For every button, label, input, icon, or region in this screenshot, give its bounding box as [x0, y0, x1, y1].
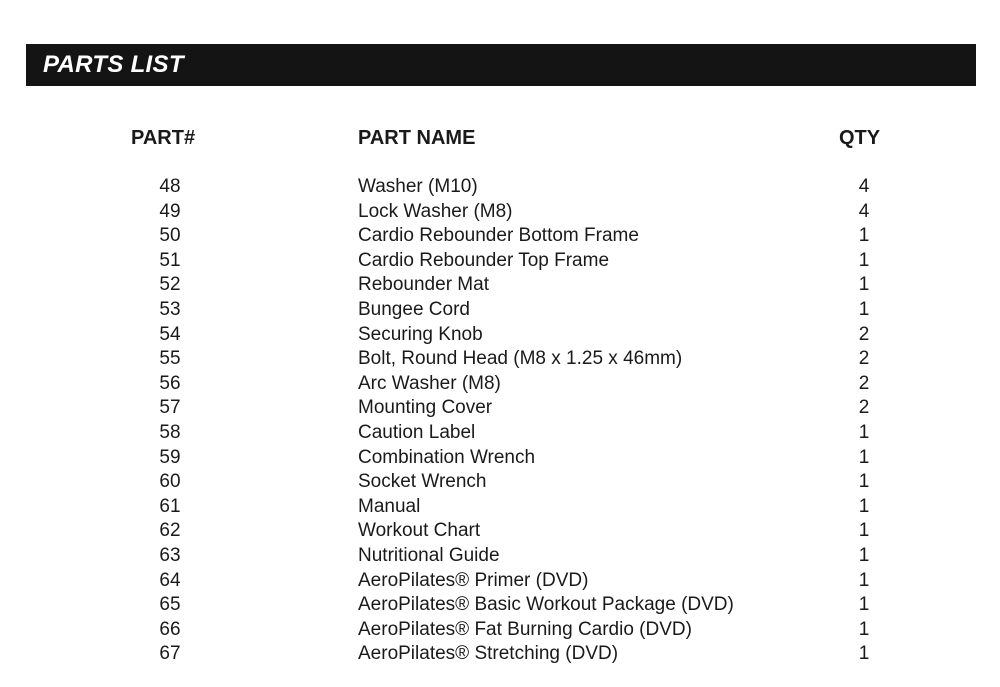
part-quantity: 1: [858, 569, 870, 591]
table-row: [0, 519, 1000, 544]
part-name: Bungee Cord: [358, 298, 470, 320]
part-name: Washer (M10): [358, 176, 478, 197]
part-number: 57: [159, 397, 181, 419]
part-name: Combination Wrench: [358, 446, 536, 468]
part-number: 65: [159, 594, 181, 616]
part-quantity: 1: [858, 618, 870, 640]
part-name: AeroPilates® Fat Burning Cardio (DVD): [358, 618, 692, 640]
part-number: 59: [159, 446, 181, 468]
part-name: Cardio Rebounder Bottom Frame: [358, 225, 639, 247]
table-row: [0, 372, 1000, 397]
part-number: 55: [159, 348, 181, 370]
part-quantity: 1: [858, 446, 870, 468]
part-quantity: 2: [858, 323, 870, 345]
part-name: Arc Washer (M8): [358, 372, 501, 394]
part-number: 60: [159, 471, 181, 493]
table-row: [0, 446, 1000, 471]
table-row: [0, 421, 1000, 446]
part-quantity: 1: [858, 594, 870, 616]
part-quantity: 1: [858, 471, 870, 493]
part-number: 51: [159, 249, 181, 271]
table-row: [0, 470, 1000, 495]
part-name: Socket Wrench: [358, 471, 487, 493]
table-row: [0, 249, 1000, 274]
part-number: 52: [159, 274, 181, 296]
column-header-part-name: PART NAME: [358, 127, 476, 149]
parts-table-body: [0, 175, 1000, 667]
part-name: AeroPilates® Primer (DVD): [358, 569, 589, 591]
part-quantity: 1: [858, 421, 870, 443]
table-row: [0, 569, 1000, 594]
table-row: [0, 396, 1000, 421]
title-bar: [26, 44, 976, 86]
part-name: Bolt, Round Head (M8 x 1.25 x 46mm): [358, 348, 683, 370]
part-quantity: 4: [858, 200, 870, 222]
part-name: AeroPilates® Basic Workout Package (DVD): [358, 594, 734, 616]
part-number: 66: [159, 618, 181, 640]
part-number: 67: [159, 643, 181, 665]
table-row: [0, 347, 1000, 372]
part-name: Lock Washer (M8): [358, 200, 513, 222]
part-number: 54: [159, 323, 181, 345]
part-name: Securing Knob: [358, 323, 483, 345]
part-number: 50: [159, 225, 181, 247]
table-row: [0, 593, 1000, 618]
table-row: [0, 298, 1000, 323]
table-row: [0, 273, 1000, 298]
part-number: 49: [159, 200, 181, 222]
part-quantity: 2: [858, 372, 870, 394]
page-title: PARTS LIST: [43, 51, 184, 78]
table-row: [0, 323, 1000, 348]
part-name: Manual: [358, 495, 421, 517]
part-name: Mounting Cover: [358, 397, 493, 419]
part-quantity: 1: [858, 249, 870, 271]
table-row: [0, 618, 1000, 643]
table-header: [0, 124, 1000, 152]
part-quantity: 4: [858, 176, 870, 197]
column-header-part-number: PART#: [131, 127, 196, 149]
part-name: Workout Chart: [358, 520, 481, 542]
part-number: 62: [159, 520, 181, 542]
part-quantity: 1: [858, 495, 870, 517]
part-number: 64: [159, 569, 181, 591]
part-quantity: 2: [858, 397, 870, 419]
table-row: [0, 175, 1000, 200]
part-number: 53: [159, 298, 181, 320]
part-quantity: 1: [858, 643, 870, 665]
part-name: AeroPilates® Stretching (DVD): [358, 643, 619, 665]
part-quantity: 1: [858, 520, 870, 542]
table-row: [0, 224, 1000, 249]
table-row: [0, 642, 1000, 667]
part-name: Nutritional Guide: [358, 544, 500, 566]
part-number: 48: [159, 176, 181, 197]
part-name: Cardio Rebounder Top Frame: [358, 249, 610, 271]
part-number: 63: [159, 544, 181, 566]
part-quantity: 2: [858, 348, 870, 370]
part-name: Rebounder Mat: [358, 274, 489, 296]
part-quantity: 1: [858, 225, 870, 247]
part-quantity: 1: [858, 544, 870, 566]
table-row: [0, 495, 1000, 520]
part-number: 58: [159, 421, 181, 443]
column-header-quantity: QTY: [839, 127, 881, 149]
part-name: Caution Label: [358, 421, 476, 443]
part-quantity: 1: [858, 298, 870, 320]
part-number: 61: [159, 495, 181, 517]
table-row: [0, 200, 1000, 225]
table-row: [0, 544, 1000, 569]
part-quantity: 1: [858, 274, 870, 296]
part-number: 56: [159, 372, 181, 394]
